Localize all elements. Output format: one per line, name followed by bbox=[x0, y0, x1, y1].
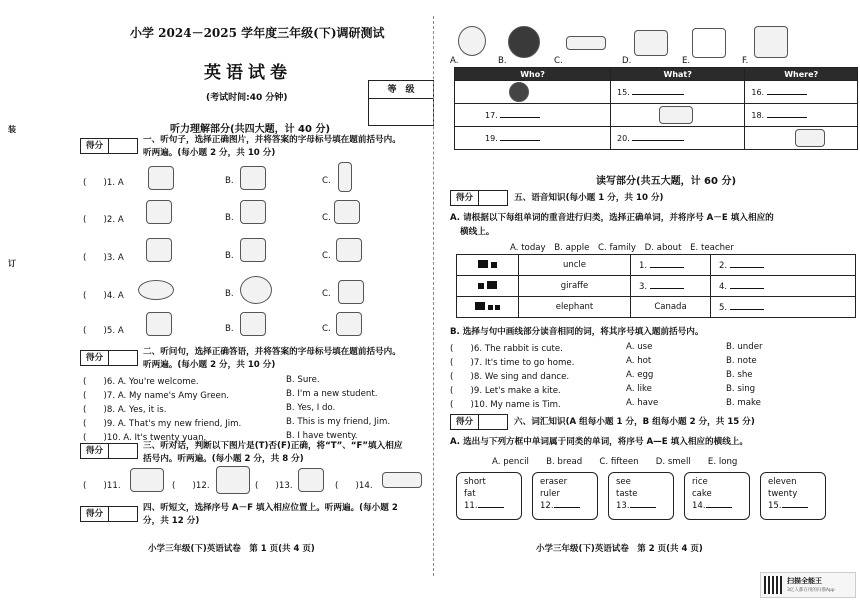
table-cell[interactable] bbox=[611, 127, 745, 150]
answer-blank[interactable] bbox=[706, 500, 732, 508]
cell-number: 16. bbox=[751, 88, 765, 97]
section3-instruction: 括号内。听两遍。(每小题 2 分，共 8 分) bbox=[143, 454, 304, 464]
question-12[interactable]: ( )12. bbox=[172, 481, 210, 491]
option-b: B. bbox=[225, 289, 234, 299]
option-b: B. Yes, I do. bbox=[286, 403, 336, 413]
section6-instruction: A. 选出与下列方框中单词属于同类的单词，将序号 A—E 填入相应的横线上。 bbox=[450, 437, 748, 447]
girl-box-picture bbox=[240, 238, 266, 262]
cell-number: 18. bbox=[751, 111, 765, 120]
cell-number: 19. bbox=[485, 134, 498, 143]
question-9[interactable]: ( )9. Let's make a kite. bbox=[450, 386, 561, 396]
option-b: B. I have twenty. bbox=[286, 431, 358, 441]
word-group-box bbox=[456, 472, 522, 520]
table-header: Who? bbox=[455, 68, 611, 81]
table-cell[interactable] bbox=[745, 81, 858, 104]
bridge-picture bbox=[240, 166, 266, 190]
group-word: eleven bbox=[768, 477, 797, 487]
stress-options: A. today B. apple C. family D. about E. teacher bbox=[510, 243, 734, 253]
question-7[interactable]: ( )7. It's time to go home. bbox=[450, 358, 575, 368]
score-box[interactable] bbox=[450, 414, 508, 430]
blackboard-picture bbox=[692, 28, 726, 58]
option-letter: E. bbox=[682, 56, 691, 66]
question-9[interactable]: ( )9. A. That's my new friend, Jim. bbox=[83, 419, 242, 429]
question-14[interactable]: ( )14. bbox=[335, 481, 373, 491]
reading-header: 读写部分(共五大题，计 60 分) bbox=[596, 176, 737, 187]
cell-number: 20. bbox=[617, 134, 630, 143]
example-word: uncle bbox=[519, 255, 631, 276]
group-word: eraser bbox=[540, 477, 568, 487]
group-word: see bbox=[616, 477, 631, 487]
option-a: A. hot bbox=[626, 356, 652, 366]
answer-blank[interactable] bbox=[767, 110, 807, 118]
open-box-picture bbox=[754, 26, 788, 58]
table-cell[interactable] bbox=[455, 104, 611, 127]
section4-instruction: 四、听短文，选择序号 A－F 填入相应位置上。听两遍。(每小题 2 bbox=[143, 503, 398, 513]
option-letter: F. bbox=[742, 56, 749, 66]
score-label: 得分 bbox=[81, 507, 109, 521]
question-5[interactable]: ( )5. A bbox=[83, 326, 124, 336]
option-b: B. bbox=[225, 324, 234, 334]
option-a: A. like bbox=[626, 384, 652, 394]
option-letter: D. bbox=[622, 56, 632, 66]
big-ben-picture bbox=[338, 162, 352, 192]
boy-head-picture bbox=[509, 82, 529, 102]
word-group-box bbox=[684, 472, 750, 520]
scanner-watermark bbox=[760, 572, 856, 598]
answer-blank[interactable] bbox=[730, 281, 764, 289]
cell-number: 17. bbox=[485, 111, 498, 120]
answer-blank[interactable] bbox=[650, 281, 684, 289]
section1-instruction: 听两遍。(每小题 2 分，共 10 分) bbox=[143, 148, 276, 158]
group-word: cake bbox=[692, 489, 712, 499]
drawing-girl-picture bbox=[240, 312, 266, 336]
answer-blank[interactable] bbox=[730, 260, 764, 268]
option-c: C. bbox=[322, 251, 331, 261]
question-6[interactable]: ( )6. The rabbit is cute. bbox=[450, 344, 563, 354]
option-letter: C. bbox=[554, 56, 563, 66]
table-cell[interactable] bbox=[745, 104, 858, 127]
reading-girl-picture bbox=[336, 312, 362, 336]
score-label: 得分 bbox=[81, 139, 109, 153]
answer-line[interactable] bbox=[692, 500, 749, 512]
section2-instruction: 二、听问句，选择正确答语，并将答案的字母标号填在题前括号内。 bbox=[143, 347, 401, 357]
man-portrait-picture bbox=[508, 26, 540, 58]
option-b: B. make bbox=[726, 398, 761, 408]
schoolbag-picture bbox=[298, 468, 324, 492]
dog-box-picture bbox=[240, 200, 266, 224]
answer-blank[interactable] bbox=[554, 500, 580, 508]
cell-number: 11. bbox=[464, 501, 478, 511]
example-word: giraffe bbox=[519, 276, 631, 297]
score-box[interactable] bbox=[80, 350, 138, 366]
example-word: Canada bbox=[631, 297, 711, 318]
score-box[interactable] bbox=[80, 506, 138, 522]
table-cell[interactable] bbox=[455, 127, 611, 150]
noodles-picture bbox=[240, 276, 272, 304]
qr-code-icon bbox=[764, 576, 782, 594]
score-label: 得分 bbox=[81, 351, 109, 365]
boy-portrait-picture bbox=[458, 26, 486, 56]
cell-number: 15. bbox=[617, 88, 630, 97]
question-6[interactable]: ( )6. A. You're welcome. bbox=[83, 377, 199, 387]
cell-number: 14. bbox=[692, 501, 706, 511]
option-letter: B. bbox=[498, 56, 507, 66]
option-a: A. egg bbox=[626, 370, 654, 380]
section5-title: 五、语音知识(每小题 1 分，共 10 分) bbox=[514, 193, 664, 203]
section4-instruction: 分，共 12 分) bbox=[143, 516, 200, 526]
answer-blank[interactable] bbox=[782, 500, 808, 508]
question-8[interactable]: ( )8. We sing and dance. bbox=[450, 372, 570, 382]
bread-picture bbox=[138, 280, 174, 300]
table-cell bbox=[611, 104, 745, 127]
cell-number: 4. bbox=[719, 281, 728, 292]
answer-line[interactable] bbox=[616, 500, 673, 512]
word-group-box bbox=[532, 472, 598, 520]
stress-pattern bbox=[457, 297, 519, 318]
question-13[interactable]: ( )13. bbox=[255, 481, 293, 491]
grade-label: 等 级 bbox=[369, 81, 433, 99]
section1-instruction: 一、听句子，选择正确图片，并将答案的字母标号填在题前括号内。 bbox=[143, 135, 401, 145]
canada-flag-picture bbox=[216, 466, 250, 494]
option-b: B. bbox=[225, 213, 234, 223]
group-word: fat bbox=[464, 489, 476, 499]
binding-mark: 装 bbox=[8, 125, 16, 134]
listening-header: 听力理解部分(共四大题，计 40 分) bbox=[170, 124, 331, 135]
answer-line[interactable] bbox=[768, 500, 825, 512]
desk-picture bbox=[795, 129, 825, 147]
section5b-instruction: B. 选择与句中画线部分读音相同的词，将其序号填入题前括号内。 bbox=[450, 327, 704, 337]
question-7[interactable]: ( )7. A. My name's Amy Green. bbox=[83, 391, 230, 401]
group-word: taste bbox=[616, 489, 638, 499]
cell-number: 15. bbox=[768, 501, 782, 511]
who-what-where-table bbox=[454, 67, 858, 150]
score-box[interactable] bbox=[450, 190, 508, 206]
question-2[interactable]: ( )2. A bbox=[83, 215, 124, 225]
exam-time: (考试时间:40 分钟) bbox=[206, 93, 288, 103]
page-two bbox=[436, 0, 860, 608]
page-footer: 小学三年级(下)英语试卷 第 1 页(共 4 页) bbox=[148, 544, 315, 554]
watermark-title: 扫描全能王 bbox=[787, 577, 822, 585]
answer-blank[interactable] bbox=[632, 87, 684, 95]
question-11[interactable]: ( )11. bbox=[83, 481, 121, 491]
score-box[interactable] bbox=[80, 138, 138, 154]
cell-number: 2. bbox=[719, 260, 728, 271]
table-cell[interactable] bbox=[611, 81, 745, 104]
answer-line[interactable] bbox=[464, 500, 521, 512]
answer-blank[interactable] bbox=[730, 302, 764, 310]
answer-blank[interactable] bbox=[650, 260, 684, 268]
option-c: C. bbox=[322, 213, 331, 223]
great-wall-picture bbox=[148, 166, 174, 190]
answer-blank[interactable] bbox=[500, 110, 540, 118]
group-word: short bbox=[464, 477, 486, 487]
section6-title: 六、词汇知识(A 组每小题 1 分，B 组每小题 2 分，共 15 分) bbox=[514, 417, 755, 427]
word-group-box bbox=[760, 472, 826, 520]
boy-picture bbox=[146, 238, 172, 262]
answer-blank[interactable] bbox=[478, 500, 504, 508]
score-box[interactable] bbox=[80, 443, 138, 459]
question-10[interactable]: ( )10. My name is Tim. bbox=[450, 400, 561, 410]
table-cell bbox=[745, 127, 858, 150]
books-picture bbox=[634, 30, 668, 56]
cars-picture bbox=[566, 36, 606, 50]
option-c: C. bbox=[322, 324, 331, 334]
binding-mark: 订 bbox=[8, 259, 16, 268]
score-label: 得分 bbox=[81, 444, 109, 458]
group-word: ruler bbox=[540, 489, 560, 499]
question-8[interactable]: ( )8. A. Yes, it is. bbox=[83, 405, 167, 415]
option-c: C. bbox=[322, 176, 331, 186]
answer-cell[interactable] bbox=[711, 297, 856, 318]
option-b: B. she bbox=[726, 370, 753, 380]
section5-instruction: A. 请根据以下每组单词的重音进行归类，选择正确单词，并将序号 A－E 填入相应的 bbox=[450, 213, 774, 223]
boy-flower-picture bbox=[336, 238, 362, 262]
grade-box[interactable] bbox=[368, 80, 434, 126]
table-cell bbox=[455, 81, 611, 104]
box-picture bbox=[334, 200, 360, 224]
exam-subject: 英语试卷 bbox=[204, 63, 292, 83]
score-label: 得分 bbox=[451, 191, 479, 205]
example-word: elephant bbox=[519, 297, 631, 318]
cell-number: 13. bbox=[616, 501, 630, 511]
cell-number: 12. bbox=[540, 501, 554, 511]
question-10[interactable]: ( )10. A. It's twenty yuan. bbox=[83, 433, 207, 443]
answer-blank[interactable] bbox=[500, 133, 540, 141]
dog-picture bbox=[146, 200, 172, 224]
option-b: B. I'm a new student. bbox=[286, 389, 378, 399]
watermark-subtitle: 3亿人都在用的扫描App bbox=[787, 588, 835, 593]
exam-title: 小学 2024－2025 学年度三年级(下)调研测试 bbox=[130, 26, 385, 40]
table-header: What? bbox=[611, 68, 745, 81]
answer-cell[interactable] bbox=[711, 276, 856, 297]
section3-instruction: 三、听对话，判断以下图片是(T)否(F)正确，将“T”、“F”填入相应 bbox=[143, 441, 403, 451]
page-footer: 小学三年级(下)英语试卷 第 2 页(共 4 页) bbox=[536, 544, 703, 554]
option-letter: A. bbox=[450, 56, 459, 66]
section5-instruction: 横线上。 bbox=[460, 227, 495, 237]
section2-instruction: 听两遍。(每小题 2 分，共 10 分) bbox=[143, 360, 276, 370]
answer-blank[interactable] bbox=[630, 500, 656, 508]
answer-blank[interactable] bbox=[767, 87, 807, 95]
option-b: B. bbox=[225, 251, 234, 261]
stress-pattern bbox=[457, 276, 519, 297]
dog-picture bbox=[130, 468, 164, 492]
word-group-box bbox=[608, 472, 674, 520]
answer-cell[interactable] bbox=[711, 255, 856, 276]
cell-number: 3. bbox=[639, 281, 648, 292]
running-boy-picture bbox=[146, 312, 172, 336]
answer-cell[interactable] bbox=[631, 276, 711, 297]
option-b: B. This is my friend, Jim. bbox=[286, 417, 391, 427]
answer-line[interactable] bbox=[540, 500, 597, 512]
stress-pattern bbox=[457, 255, 519, 276]
question-1[interactable]: ( )1. A bbox=[83, 178, 124, 188]
question-4[interactable]: ( )4. A bbox=[83, 291, 124, 301]
score-label: 得分 bbox=[451, 415, 479, 429]
option-b: B. sing bbox=[726, 384, 756, 394]
group-word: twenty bbox=[768, 489, 798, 499]
cell-number: 5. bbox=[719, 302, 728, 313]
option-b: B. bbox=[225, 176, 234, 186]
answer-cell[interactable] bbox=[631, 255, 711, 276]
family-picture bbox=[659, 106, 693, 124]
cake-picture bbox=[338, 280, 364, 304]
option-a: A. use bbox=[626, 342, 653, 352]
vocab-options: A. pencil B. bread C. fifteen D. smell E. long bbox=[492, 457, 738, 467]
stress-table bbox=[456, 254, 856, 318]
answer-blank[interactable] bbox=[632, 133, 684, 141]
option-b: B. note bbox=[726, 356, 757, 366]
cell-number: 1. bbox=[639, 260, 648, 271]
option-b: B. under bbox=[726, 342, 763, 352]
airplane-picture bbox=[382, 472, 422, 488]
table-header: Where? bbox=[745, 68, 858, 81]
page-divider bbox=[433, 16, 434, 576]
group-word: rice bbox=[692, 477, 708, 487]
question-3[interactable]: ( )3. A bbox=[83, 253, 124, 263]
option-b: B. Sure. bbox=[286, 375, 320, 385]
option-a: A. have bbox=[626, 398, 659, 408]
option-c: C. bbox=[322, 289, 331, 299]
